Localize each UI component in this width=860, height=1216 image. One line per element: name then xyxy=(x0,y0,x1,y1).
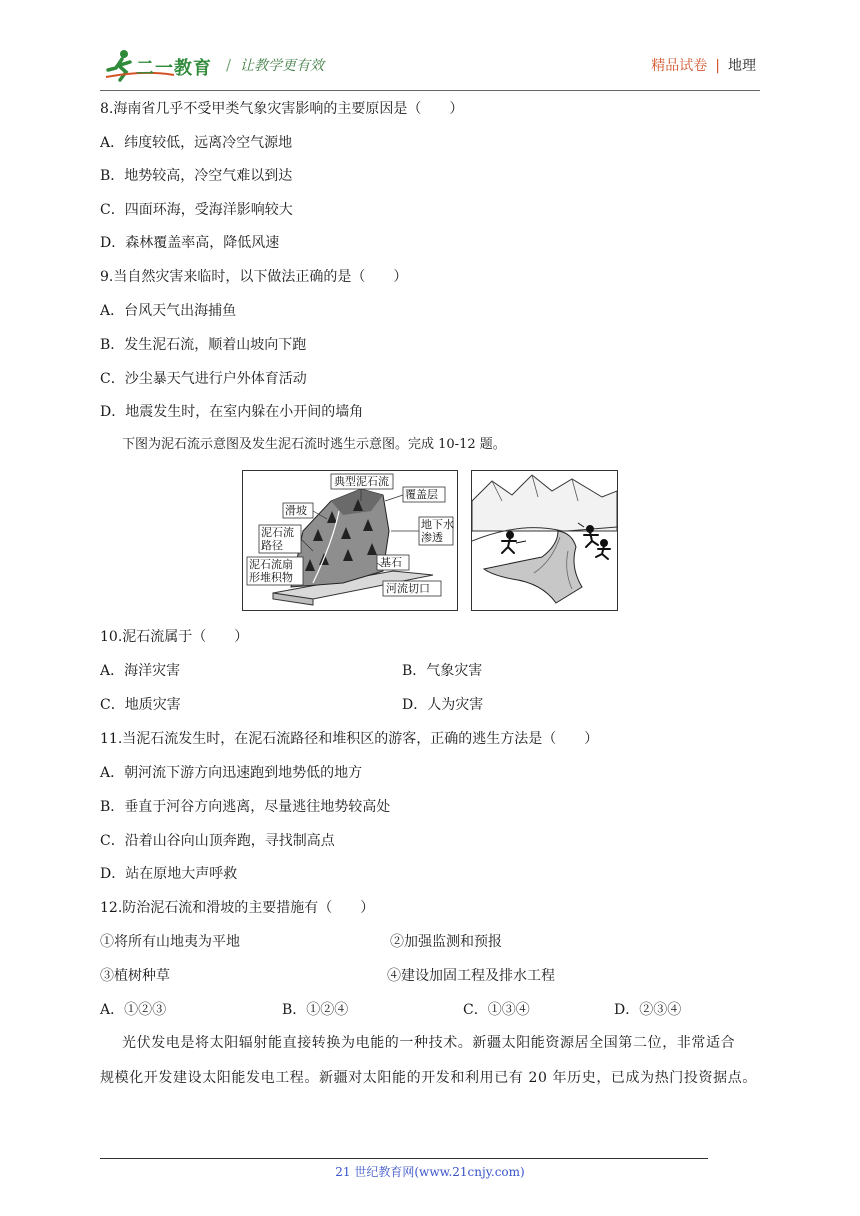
fig-label-groundwater-1: 地下水 xyxy=(421,518,454,531)
header-badge: 精品试卷 | 地理 xyxy=(651,58,756,74)
fig-label-landslide: 滑坡 xyxy=(285,504,307,517)
subject-label: 地理 xyxy=(728,58,756,74)
fig-label-path-1: 泥石流 xyxy=(261,526,294,539)
q12-option-b: B．①②④ xyxy=(282,1002,349,1018)
header-slogan: 让教学更有效 xyxy=(240,58,324,74)
fig-label-river-cut: 河流切口 xyxy=(386,582,430,595)
fig-label-fan-2: 形堆积物 xyxy=(249,571,293,584)
header-divider: / xyxy=(226,56,232,74)
logo-text: 二一教育 xyxy=(136,58,212,79)
q8-option-a: A．纬度较低，远离冷空气源地 xyxy=(100,135,293,151)
footer-text: 21 世纪教育网(www.21cnjy.com) xyxy=(335,1165,525,1179)
header-rule xyxy=(100,90,760,91)
question-11-stem: 11.当泥石流发生时，在泥石流路径和堆积区的游客，正确的逃生方法是（ ） xyxy=(100,731,599,747)
q10-option-c: C．地质灾害 xyxy=(100,697,181,713)
q8-option-d: D．森林覆盖率高，降低风速 xyxy=(100,235,280,251)
q12-option-d: D．②③④ xyxy=(614,1002,682,1018)
q10-option-a: A．海洋灾害 xyxy=(100,663,181,679)
fig-label-overburden: 覆盖层 xyxy=(405,488,438,501)
paragraph-line-2: 规模化开发建设太阳能发电工程。新疆对太阳能的开发和利用已有 20 年历史，已成为热门投资据点。 xyxy=(100,1070,757,1086)
q11-option-a: A．朝河流下游方向迅速跑到地势低的地方 xyxy=(100,765,363,781)
question-12-stem: 12.防治泥石流和滑坡的主要措施有（ ） xyxy=(100,900,375,916)
q12-item-1: ①将所有山地夷为平地 xyxy=(100,934,240,950)
question-10-stem: 10.泥石流属于（ ） xyxy=(100,629,249,645)
escape-diagram xyxy=(471,470,618,611)
fig-label-path-2: 路径 xyxy=(261,539,283,552)
q9-option-a: A．台风天气出海捕鱼 xyxy=(100,303,237,319)
q12-item-2: ②加强监测和预报 xyxy=(390,934,502,950)
footer-rule xyxy=(100,1158,708,1159)
debris-flow-diagram xyxy=(242,470,458,611)
q10-option-b: B．气象灾害 xyxy=(402,663,483,679)
intro-10-12: 下图为泥石流示意图及发生泥石流时逃生示意图。完成 10-12 题。 xyxy=(122,437,506,452)
q11-option-c: C．沿着山谷向山顶奔跑，寻找制高点 xyxy=(100,833,335,849)
question-8-stem: 8.海南省几乎不受甲类气象灾害影响的主要原因是（ ） xyxy=(100,101,464,117)
q9-option-c: C．沙尘暴天气进行户外体育活动 xyxy=(100,371,307,387)
paragraph-line-1: 光伏发电是将太阳辐射能直接转换为电能的一种技术。新疆太阳能资源居全国第二位，非常适合 xyxy=(122,1035,736,1051)
q9-option-b: B．发生泥石流，顺着山坡向下跑 xyxy=(100,337,307,353)
q12-item-4: ④建设加固工程及排水工程 xyxy=(387,968,555,984)
fig-label-typical: 典型泥石流 xyxy=(334,475,389,488)
q12-option-c: C．①③④ xyxy=(463,1002,530,1018)
badge-label: 精品试卷 xyxy=(651,58,708,74)
q12-option-a: A．①②③ xyxy=(100,1002,167,1018)
question-9-stem: 9.当自然灾害来临时，以下做法正确的是（ ） xyxy=(100,269,408,285)
q8-option-c: C．四面环海，受海洋影响较大 xyxy=(100,202,293,218)
q9-option-d: D．地震发生时，在室内躲在小开间的墙角 xyxy=(100,404,364,420)
q8-option-b: B．地势较高，冷空气难以到达 xyxy=(100,168,293,184)
q11-option-b: B．垂直于河谷方向逃离，尽量逃往地势较高处 xyxy=(100,799,391,815)
q10-option-d: D．人为灾害 xyxy=(402,697,484,713)
fig-label-bedrock: 基石 xyxy=(380,556,402,569)
q11-option-d: D．站在原地大声呼救 xyxy=(100,866,238,882)
fig-label-groundwater-2: 渗透 xyxy=(421,531,443,544)
q12-item-3: ③植树种草 xyxy=(100,968,170,984)
fig-label-fan-1: 泥石流扇 xyxy=(249,558,293,571)
page-header xyxy=(100,46,760,90)
